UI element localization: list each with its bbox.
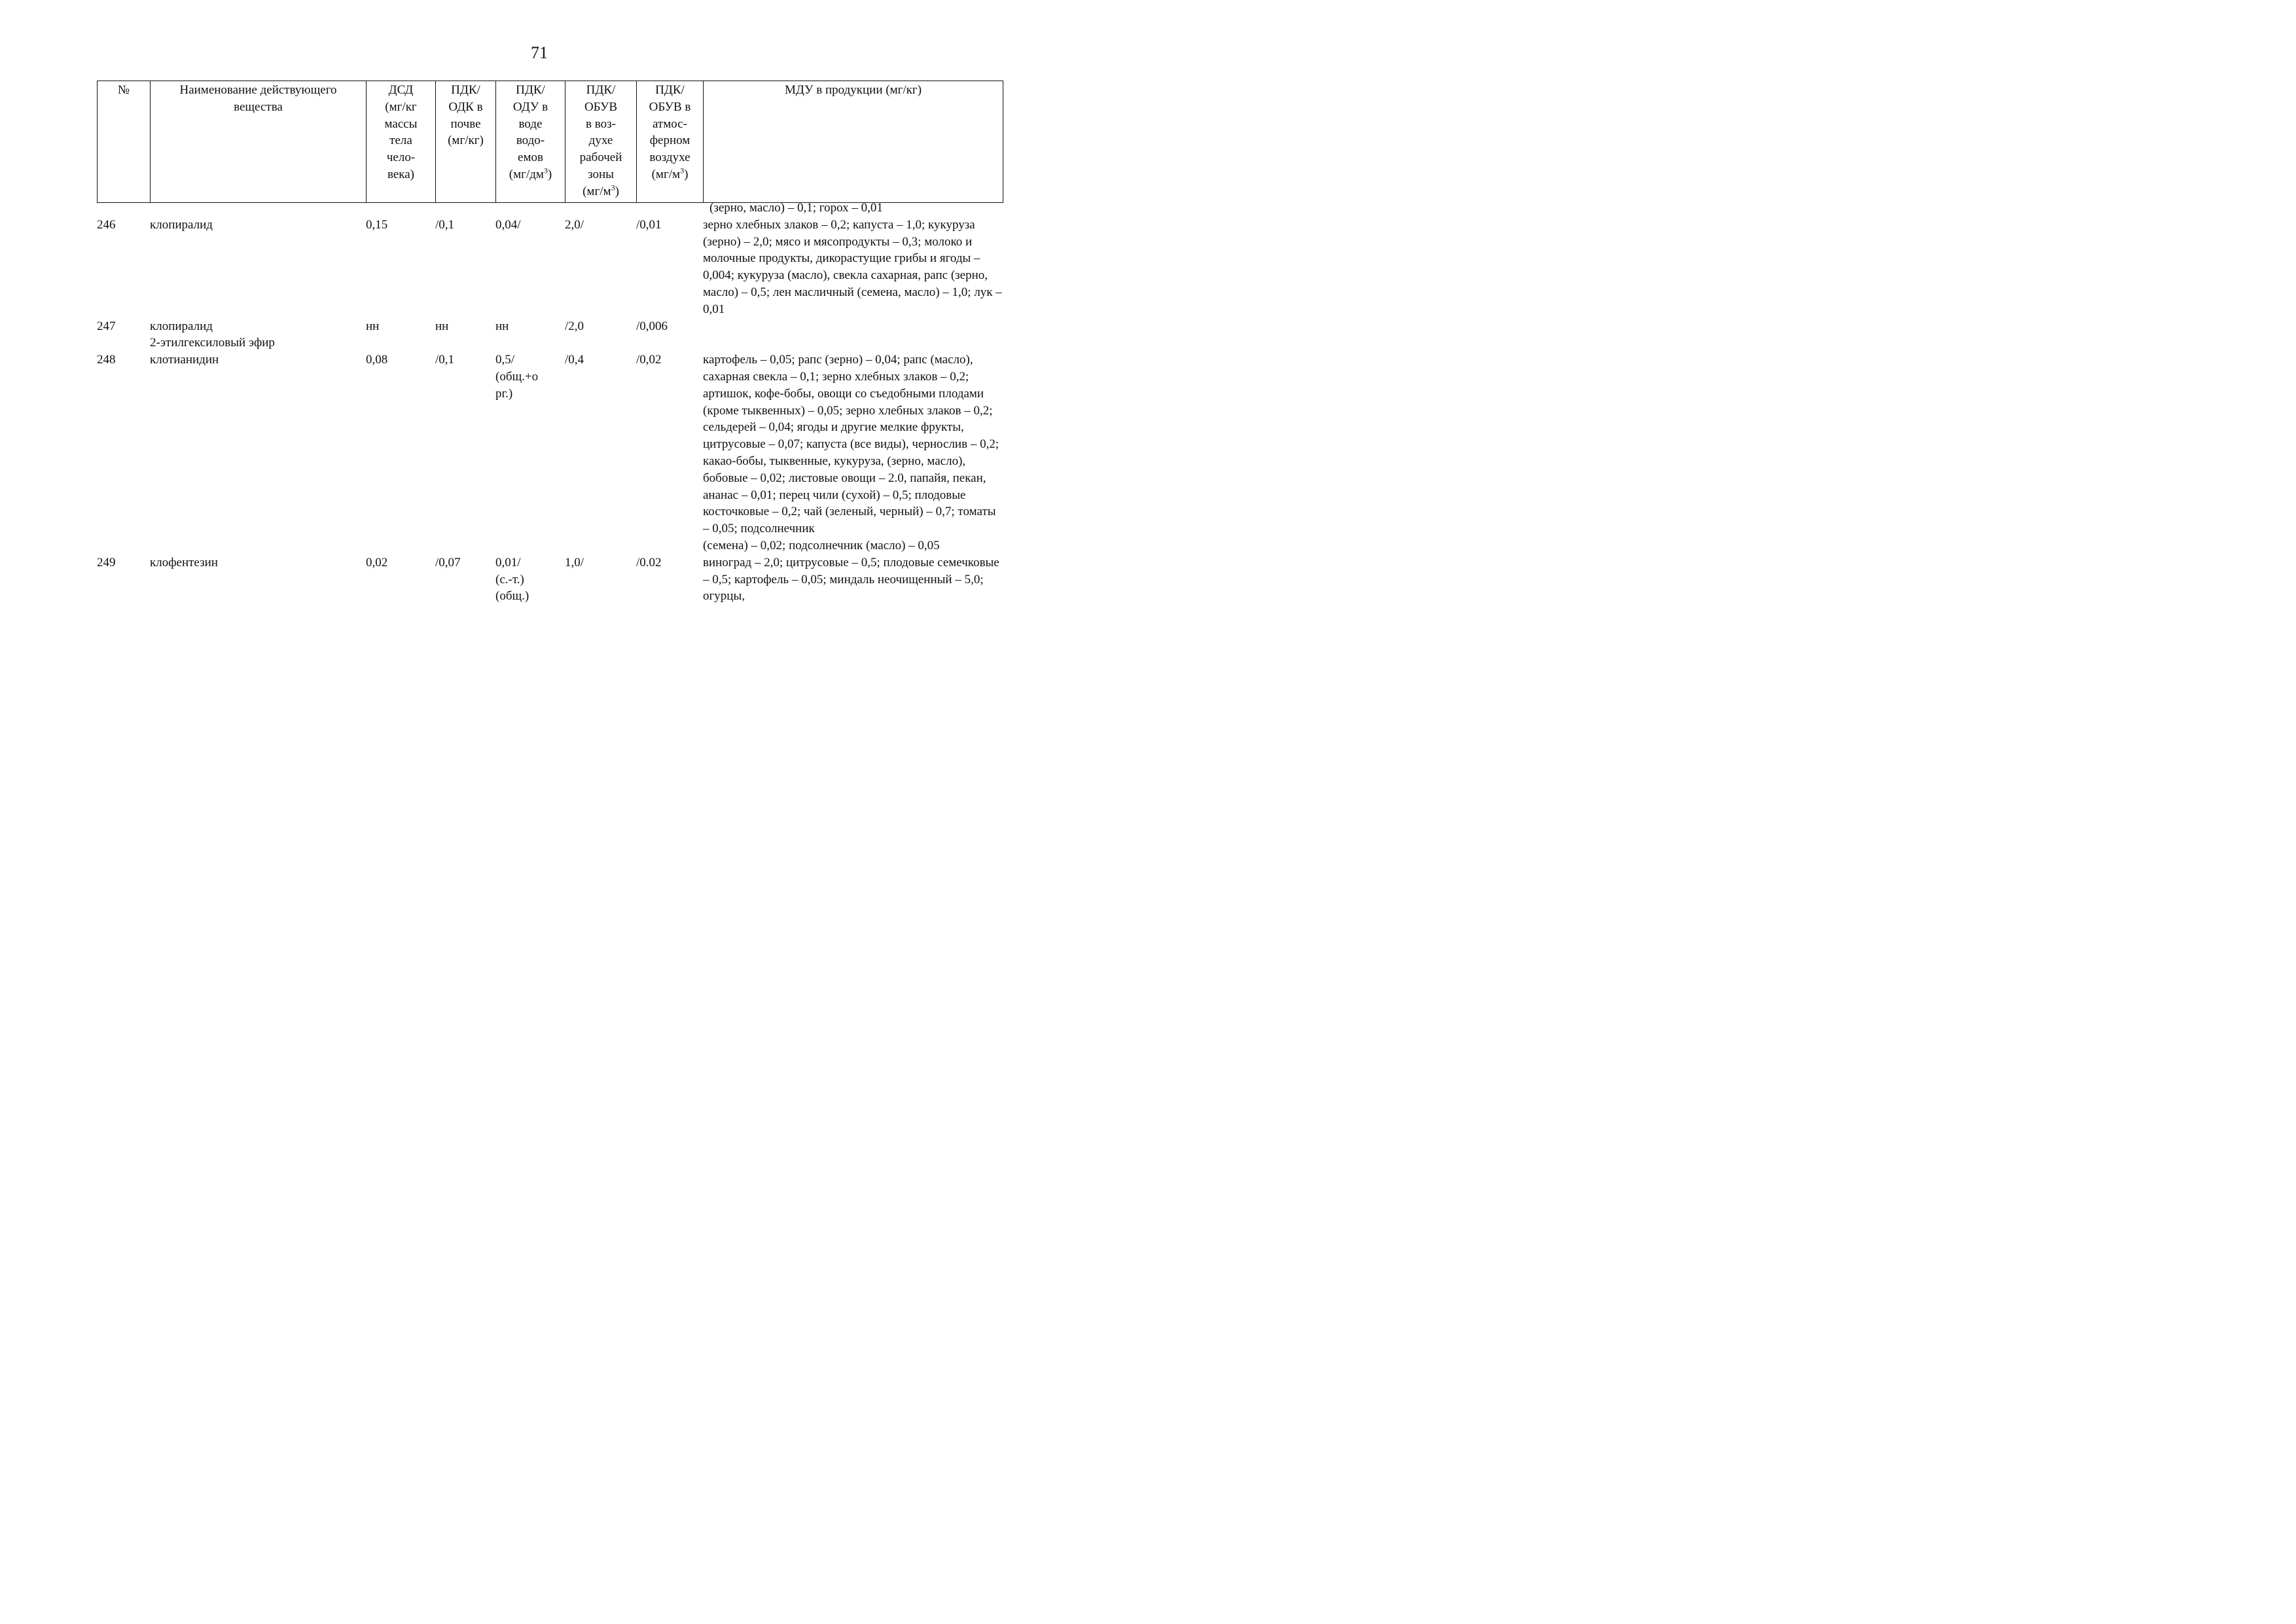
mdu-continuation: (зерно, масло) – 0,1; горох – 0,01 [709,201,883,215]
air-atm-value: /0,02 [636,353,662,367]
header-air-work-zone: ПДК/ ОБУВ в воз- духе рабочей зоны $(мг/м^3)$ [565,81,637,203]
row-number: 247 [97,319,116,333]
row-number: 249 [97,555,116,569]
water-value: 0,5/ (общ.+о рг.) [495,353,539,401]
header-number: № [98,81,151,203]
soil-value: /0,1 [435,353,455,367]
air-atm-value: /0,01 [636,217,662,232]
air-work-value: 1,0/ [565,555,584,569]
row-number: 248 [97,353,116,367]
table-row [97,217,1003,318]
mdu-value: картофель – 0,05; рапс (зерно) – 0,04; рапс (масло), сахарная свекла – 0,1; зерно хлебных злаков – 0,2; артишок, кофе-бобы, овощи со съедобными плодами (кроме тыквенных) – 0,05; зерно хлебных злаков – 0,2; сельдерей – 0,04; ягоды и другие мелкие фрукты, цитрусовые – 0,07; капуста (все виды), чернослив – 0,2; какао-бобы, тыквенные, кукуруза, (зерно, масло), бобовые – 0,02; листовые овощи – 2.0, папайя, пекан, ананас – 0,01; перец чили (сухой) – 0,5; плодовые косточковые – 0,2; чай (зеленый, черный) – 0,7; томаты – 0,05; подсолнечник (семена) – 0,02; подсолнечник (масло) – 0,05 [703,353,999,552]
table-row [97,318,1003,352]
soil-value: /0,07 [435,555,461,569]
substance-name: клофентезин [150,555,218,569]
header-mdu: МДУ в продукции (мг/кг) [704,81,1003,203]
soil-value: /0,1 [435,217,455,232]
water-value: 0,04/ [495,217,521,232]
table-header [97,81,1003,203]
dsd-value: 0,15 [366,217,388,232]
header-air-atmosphere: ПДК/ ОБУВ в атмос- ферном воздухе $(мг/м^3)$ [637,81,704,203]
mdu-value: зерно хлебных злаков – 0,2; капуста – 1,0; кукуруза (зерно) – 2,0; мясо и мясопродукты – 0,3; молоко и молочные продукты, дикорастущие грибы и ягоды – 0,004; кукуруза (масло), свекла сахарная, рапс (зерно, масло) – 0,5; лен масличный (семена, масло) – 1,0; лук – 0,01 [703,217,1002,316]
dsd-value: 0,08 [366,353,388,367]
data-table [97,200,1003,605]
soil-value: нн [435,319,449,333]
header-dsd: ДСД (мг/кг массы тела чело- века) [367,81,436,203]
dsd-value: нн [366,319,380,333]
air-work-value: 2,0/ [565,217,584,232]
table-row [97,200,1003,217]
water-value: нн [495,319,509,333]
substance-name: клопиралид 2-этилгексиловый эфир [150,319,275,350]
mdu-value [703,318,1003,352]
page-number: 71 [531,43,548,62]
air-atm-value: /0.02 [636,555,662,569]
header-substance-name: Наименование действующего вещества [151,81,367,203]
table-row [97,554,1003,605]
substance-name: клотианидин [150,353,219,367]
header-water: ПДК/ ОДУ в воде водо- емов $(мг/дм^3)$ [496,81,565,203]
table-row [97,352,1003,554]
row-number: 246 [97,217,116,232]
air-atm-value: /0,006 [636,319,668,333]
air-work-value: /0,4 [565,353,584,367]
substance-name: клопиралид [150,217,213,232]
dsd-value: 0,02 [366,555,388,569]
water-value: 0,01/ (с.-т.) (общ.) [495,555,529,604]
mdu-value: виноград – 2,0; цитрусовые – 0,5; плодовые семечковые – 0,5; картофель – 0,05; миндаль неочищенный – 5,0; огурцы, [703,555,999,604]
air-work-value: /2,0 [565,319,584,333]
header-soil: ПДК/ ОДК в почве (мг/кг) [436,81,496,203]
